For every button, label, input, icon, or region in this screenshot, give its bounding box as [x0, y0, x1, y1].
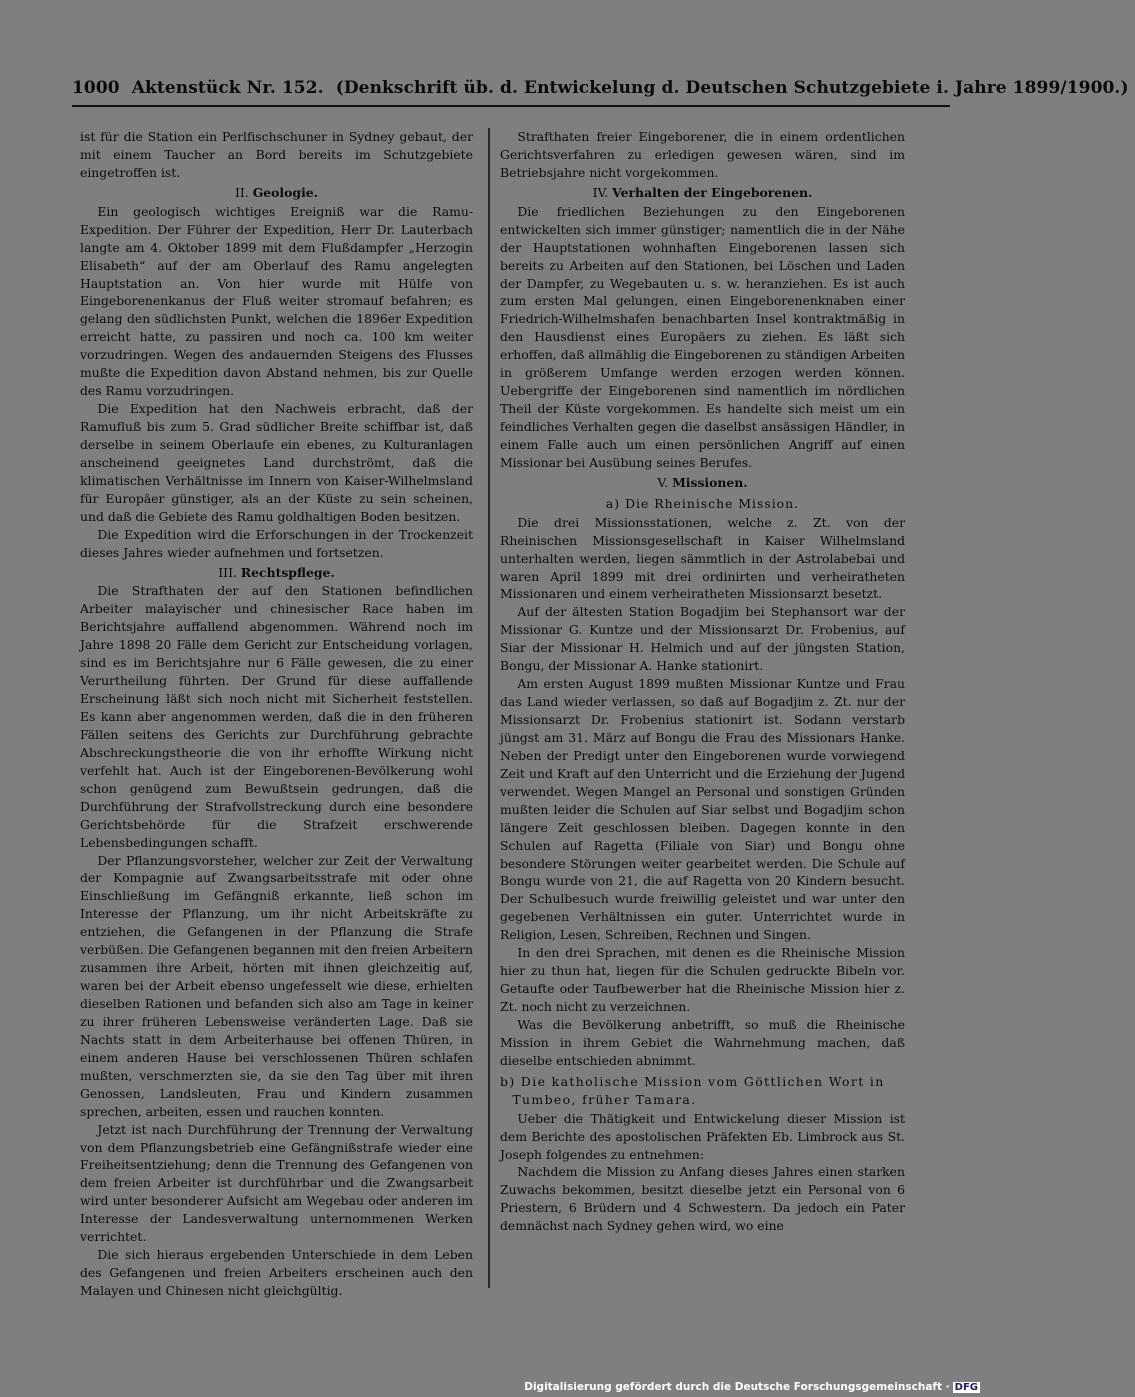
section-heading-verhalten — [500, 184, 905, 202]
paragraph: Auf der ältesten Station Bogadjim bei Stephansort war der Missionar G. Kuntze und der Missionsarzt Dr. Frobenius, auf Siar der Missionar H. Helmich und auf der jüngsten Station, Bongu, der Missionar A. Hanke stationirt. — [500, 604, 905, 674]
digitization-credit — [524, 1381, 980, 1393]
paragraph: Die Expedition hat den Nachweis erbracht, daß der Ramufluß bis zum 5. Grad südlicher Breite schiffbar ist, daß derselbe in seinem Oberlaufe ein ebenes, zu Kulturanlagen anscheinend geeignetes Land durchströmt, daß die klimatischen Verhältnisse im Innern von Kaiser-Wilhelmsland für Europäer günstiger, als an der Küste zu sein scheinen, und daß die Gebiete des Ramu goldhaltigen Boden besitzen. — [80, 401, 473, 524]
paragraph: In den drei Sprachen, mit denen es die Rheinische Mission hier zu thun hat, liegen für die Schulen gedruckte Bibeln vor. Getaufte oder Taufbewerber hat die Rheinische Mission hier z. Zt. noch nicht zu verzeichnen. — [500, 945, 905, 1014]
paragraph: Der Pflanzungsvorsteher, welcher zur Zeit der Verwaltung der Kompagnie auf Zwangsarbeitsstrafe mit oder ohne Einschließung im Gefängniß erkannte, ließ schon im Interesse der Pflanzung, um ihr nicht Arbeitskräfte zu entziehen, die Gefangenen in der Pflanzung die Strafe verbüßen. Die Gefangenen begannen mit den freien Arbeitern zusammen ihre Arbeit, hörten mit ihnen gleichzeitig auf, waren bei der Arbeit ebenso ungefesselt wie diese, erhielten dieselben Rationen und befanden sich also am Tage in keiner zu ihrer früheren Lebensweise veränderten Lage. Daß sie Nachts statt in dem Arbeiterhause bei offenen Thüren, in einem anderen Hause bei verschlossenen Thüren schlafen mußten, verschmerzten sie, da sie den Tag über mit ihren Genossen, Landsleuten, Frau und Kindern zusammen sprechen, arbeiten, essen und rauchen konnten. — [80, 852, 473, 1119]
paragraph: ist für die Station ein Perlfischschuner in Sydney gebaut, der mit einem Taucher an Bord bereits im Schutzgebiete eingetroffen ist. — [80, 129, 473, 180]
section-title: Missionen. — [672, 474, 748, 490]
section-title: Verhalten der Eingeborenen. — [612, 184, 813, 200]
section-heading-geologie — [80, 184, 473, 202]
section-number: II. — [235, 184, 249, 200]
paragraph: Am ersten August 1899 mußten Missionar Kuntze und Frau das Land wieder verlassen, so daß auf Bogadjim z. Zt. nur der Missionsarzt Dr. Frobenius stationirt ist. Sodann verstarb jüngst am 31. März auf Bongu die Frau des Missionars Hanke. Neben der Predigt unter den Eingeborenen wurde vorwiegend Zeit und Kraft auf den Unterricht und die Erziehung der Jugend verwendet. Wegen Mangel an Personal und sonstigen Gründen mußten leider die Schulen auf Siar selbst und Bogadjim schon längere Zeit geschlossen bleiben. Dagegen konnte in den Schulen auf Ragetta (Filiale von Siar) und Bongu ohne besondere Störungen weiter gearbeitet werden. Die Schule auf Bongu wurde von 21, die auf Ragetta von 20 Kindern besucht. Der Schulbesuch wurde freiwillig geleistet und war unter den gegebenen Verhältnissen ein guter. Unterrichtet wurde in Religion, Lesen, Schreiben, Rechnen und Singen. — [500, 676, 905, 943]
section-number: V. — [657, 474, 669, 490]
section-number: IV. — [592, 184, 609, 200]
paragraph: Die friedlichen Beziehungen zu den Eingeborenen entwickelten sich immer günstiger; namentlich die in der Nähe der Hauptstationen wohnhaften Eingeborenen lassen sich bereits zu Arbeiten auf den Stationen, bei Löschen und Laden der Dampfer, zu Wegebauten u. s. w. heranziehen. Es ist auch zum ersten Mal gelungen, einen Eingeborenenknaben einer Friedrich-Wilhelmshafen benachbarten Insel kontraktmäßig in den Hausdienst eines Europäers zu ziehen. Es läßt sich erhoffen, daß allmählig die Eingeborenen zu ständigen Arbeiten in größerem Umfange werden erzogen werden können. Uebergriffe der Eingeborenen sind namentlich im nördlichen Theil der Küste vorgekommen. Es handelte sich meist um ein feindliches Verhalten gegen die daselbst ansässigen Händler, in einem Falle auch um einen persönlichen Angriff auf einen Missionar bei Ausübung seines Berufes. — [500, 203, 905, 470]
section-title: Rechtspflege. — [240, 564, 335, 580]
header-rule — [72, 105, 950, 107]
column-divider — [488, 128, 490, 1288]
paragraph: Jetzt ist nach Durchführung der Trennung der Verwaltung von dem Pflanzungsbetrieb eine Gefängnißstrafe wieder eine Freiheitsentziehung; denn die Trennung des Gefangenen von dem freien Arbeiter ist durchführbar und die Zwangsarbeit wird unter besonderer Aufsicht am Wegebau oder anderen im Interesse der Landesverwaltung unternommenen Werken verrichtet. — [80, 1121, 473, 1245]
paragraph: Ein geologisch wichtiges Ereigniß war die Ramu-Expedition. Der Führer der Expedition, Herr Dr. Lauterbach langte am 4. Oktober 1899 mit dem Flußdampfer „Herzogin Elisabeth“ auf der am Oberlauf des Ramu angelegten Hauptstation an. Von hier wurde mit Hülfe von Eingeborenenkanus der Fluß weiter stromauf befahren; es gelang den südlichsten Punkt, welchen die 1896er Expedition erreicht hatte, zu passiren und noch ca. 100 km weiter vorzudringen. Wegen des andauernden Steigens des Flusses mußte die Expedition davon Abstand nehmen, bis zur Quelle des Ramu vorzudringen. — [80, 203, 473, 399]
dfg-logo: DFG — [954, 1382, 978, 1393]
section-heading-missionen — [500, 474, 905, 492]
paragraph: Die Strafthaten der auf den Stationen befindlichen Arbeiter malayischer und chinesischer Race haben im Berichtsjahre auffallend abgenommen. Während noch im Jahre 1898 20 Fälle dem Gericht zur Entscheidung vorlagen, sind es im Berichtsjahre nur 6 Fälle gewesen, die zu einer Verurtheilung führten. Der Grund für diese auffallende Erscheinung läßt sich noch nicht mit Sicherheit feststellen. Es kann aber angenommen werden, daß die in den früheren Fällen seitens des Gerichts zur Durchführung gebrachte Abschreckungstheorie die von ihr erhoffte Wirkung nicht verfehlt hat. Auch ist der Eingeborenen-Bevölkerung wohl schon genügend zum Bewußtsein gedrungen, daß die Durchführung der Strafvollstreckung durch eine besondere Gerichtsbehörde für die Strafzeit erschwerende Lebensbedingungen schafft. — [80, 583, 473, 850]
paragraph: Die drei Missionsstationen, welche z. Zt. von der Rheinischen Missionsgesellschaft in Kaiser Wilhelmsland unterhalten werden, liegen sämmtlich in der Astrolabebai und waren April 1899 mit drei ordinirten und verheiratheten Missionaren und einem verheiratheten Missionsarzt besetzt. — [500, 514, 905, 602]
document-reference: Aktenstück Nr. 152. — [131, 78, 324, 98]
paragraph: Strafthaten freier Eingeborener, die in einem ordentlichen Gerichtsverfahren zu erledigen gewesen wären, sind im Betriebsjahre nicht vorgekommen. — [500, 129, 905, 180]
subsection-heading-katholische-mission: b) Die katholische Mission vom Göttlichen Wort in Tumbeo, früher Tamara. — [500, 1073, 885, 1107]
section-title: Geologie. — [252, 184, 318, 200]
paragraph: Nachdem die Mission zu Anfang dieses Jahres einen starken Zuwachs bekommen, besitzt dieselbe jetzt ein Personal von 6 Priestern, 6 Brüdern und 4 Schwestern. Da jedoch ein Pater demnächst nach Sydney gehen wird, wo eine — [500, 1164, 905, 1234]
paragraph: Ueber die Thätigkeit und Entwickelung dieser Mission ist dem Berichte des apostolischen Präfekten Eb. Limbrock aus St. Joseph folgendes zu entnehmen: — [500, 1110, 905, 1162]
page-number: 1000 — [72, 78, 120, 98]
left-column — [80, 128, 473, 1300]
document-title: (Denkschrift üb. d. Entwickelung d. Deutschen Schutzgebiete i. Jahre 1899/1900.) — [335, 78, 1129, 98]
subsection-heading-rheinische-mission: a) Die Rheinische Mission. — [605, 495, 800, 511]
paragraph: Die sich hieraus ergebenden Unterschiede in dem Leben des Gefangenen und freien Arbeiters erscheinen auch den Malayen und Chinesen nicht gleichgültig. — [80, 1247, 473, 1298]
paragraph: Die Expedition wird die Erforschungen in der Trockenzeit dieses Jahres wieder aufnehmen und fortsetzen. — [80, 526, 473, 560]
section-number: III. — [218, 564, 237, 580]
page-header — [72, 78, 1129, 104]
right-column — [500, 128, 905, 1235]
credit-text: Digitalisierung gefördert durch die Deutsche Forschungsgemeinschaft · — [524, 1381, 950, 1393]
section-heading-rechtspflege — [80, 564, 473, 582]
paragraph: Was die Bevölkerung anbetrifft, so muß die Rheinische Mission in ihrem Gebiet die Wahrnehmung machen, daß dieselbe entschieden abnimmt. — [500, 1016, 905, 1068]
